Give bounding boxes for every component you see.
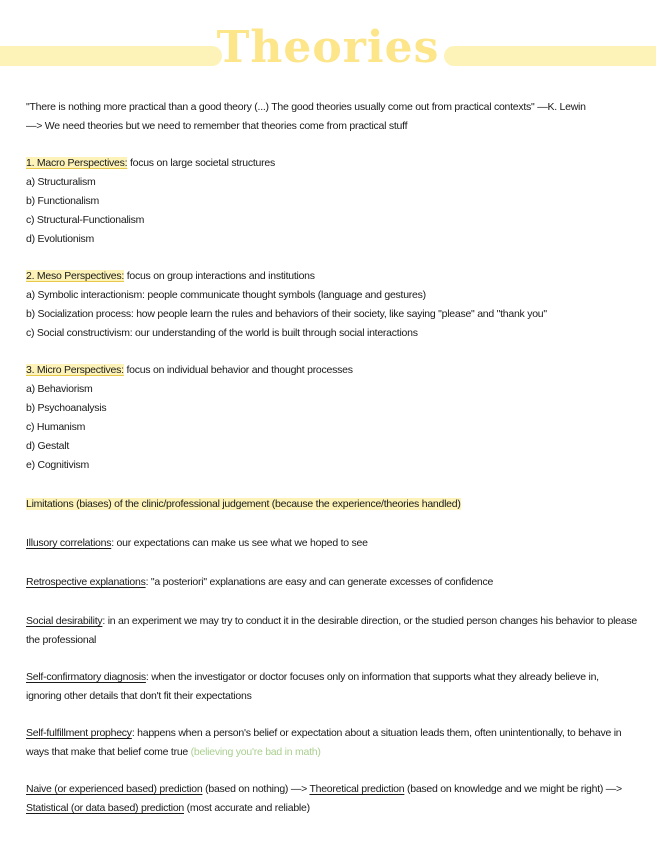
list-item: c) Humanism bbox=[26, 421, 86, 433]
statistical-rest: (most accurate and reliable) bbox=[184, 802, 310, 814]
meso-desc: focus on group interactions and institutions bbox=[124, 270, 315, 282]
list-item: b) Psychoanalysis bbox=[26, 402, 107, 414]
selffulfil-line2 bbox=[26, 743, 638, 762]
limitations-line bbox=[26, 495, 638, 514]
meso-heading-line bbox=[26, 267, 638, 286]
retro-term: Retrospective explanations bbox=[26, 576, 146, 588]
illusory-rest: : our expectations can make us see what we hoped to see bbox=[111, 537, 368, 549]
list-item: d) Evolutionism bbox=[26, 233, 95, 245]
macro-heading: 1. Macro Perspectives: bbox=[26, 157, 128, 169]
quote-note: —> We need theories but we need to remember that theories come from practical stuff bbox=[26, 120, 408, 132]
selfconf-line bbox=[26, 668, 638, 687]
page-title: Theories bbox=[216, 22, 440, 73]
naive-rest: (based on nothing) —> bbox=[202, 783, 310, 795]
limitations-heading: Limitations (biases) of the clinic/professional judgement (because the experience/theories handled) bbox=[26, 498, 461, 510]
micro-desc: focus on individual behavior and thought processes bbox=[123, 364, 353, 376]
selffulfil-rest: : happens when a person's belief or expectation about a situation leads them, often unintentionally, to behave in bbox=[131, 727, 622, 739]
list-item: b) Socialization process: how people learn the rules and behaviors of their society, like saying "please" and "thank you" bbox=[26, 308, 547, 320]
illusory-line bbox=[26, 534, 638, 553]
social-line2: the professional bbox=[26, 634, 97, 646]
theoretical-prediction: Theoretical prediction bbox=[309, 783, 405, 795]
selfconf-term: Self-confirmatory diagnosis bbox=[26, 671, 146, 683]
list-item: c) Social constructivism: our understanding of the world is built through social interactions bbox=[26, 327, 418, 339]
prediction-line bbox=[26, 780, 638, 799]
prediction-line2 bbox=[26, 799, 638, 818]
social-rest: : in an experiment we may try to conduct it in the desirable direction, or the studied person changes his behavior to please bbox=[102, 615, 637, 627]
retro-rest: : "a posteriori" explanations are easy and can generate excesses of confidence bbox=[145, 576, 494, 588]
document-body bbox=[26, 98, 638, 818]
selfconf-rest: : when the investigator or doctor focuses only on information that supports what they already believe in, bbox=[145, 671, 599, 683]
selffulfil-term: Self-fulfillment prophecy bbox=[26, 727, 132, 739]
macro-heading-line bbox=[26, 154, 638, 173]
list-item: d) Gestalt bbox=[26, 440, 70, 452]
selfconf-line2: ignoring other details that don't fit their expectations bbox=[26, 690, 252, 702]
list-item: c) Structural-Functionalism bbox=[26, 214, 145, 226]
quote: "There is nothing more practical than a good theory (...) The good theories usually come out from practical contexts" —K. Lewin bbox=[26, 101, 586, 113]
selffulfil-line bbox=[26, 724, 638, 743]
list-item: b) Functionalism bbox=[26, 195, 100, 207]
macro-desc: focus on large societal structures bbox=[127, 157, 275, 169]
list-item: a) Structuralism bbox=[26, 176, 96, 188]
micro-heading: 3. Micro Perspectives: bbox=[26, 364, 124, 376]
theoretical-rest: (based on knowledge and we might be right) —> bbox=[404, 783, 622, 795]
selffulfil-example: (believing you're bad in math) bbox=[190, 746, 321, 758]
list-item: e) Cognitivism bbox=[26, 459, 90, 471]
naive-prediction: Naive (or experienced based) prediction bbox=[26, 783, 203, 795]
illusory-term: Illusory correlations bbox=[26, 537, 112, 549]
micro-heading-line bbox=[26, 361, 638, 380]
social-line bbox=[26, 612, 638, 631]
social-term: Social desirability bbox=[26, 615, 103, 627]
meso-heading: 2. Meso Perspectives: bbox=[26, 270, 125, 282]
statistical-prediction: Statistical (or data based) prediction bbox=[26, 802, 185, 814]
retro-line bbox=[26, 573, 638, 592]
selffulfil-line2-text: ways that make that belief come true bbox=[26, 746, 191, 758]
list-item: a) Symbolic interactionism: people communicate thought symbols (language and gestures) bbox=[26, 289, 426, 301]
list-item: a) Behaviorism bbox=[26, 383, 93, 395]
